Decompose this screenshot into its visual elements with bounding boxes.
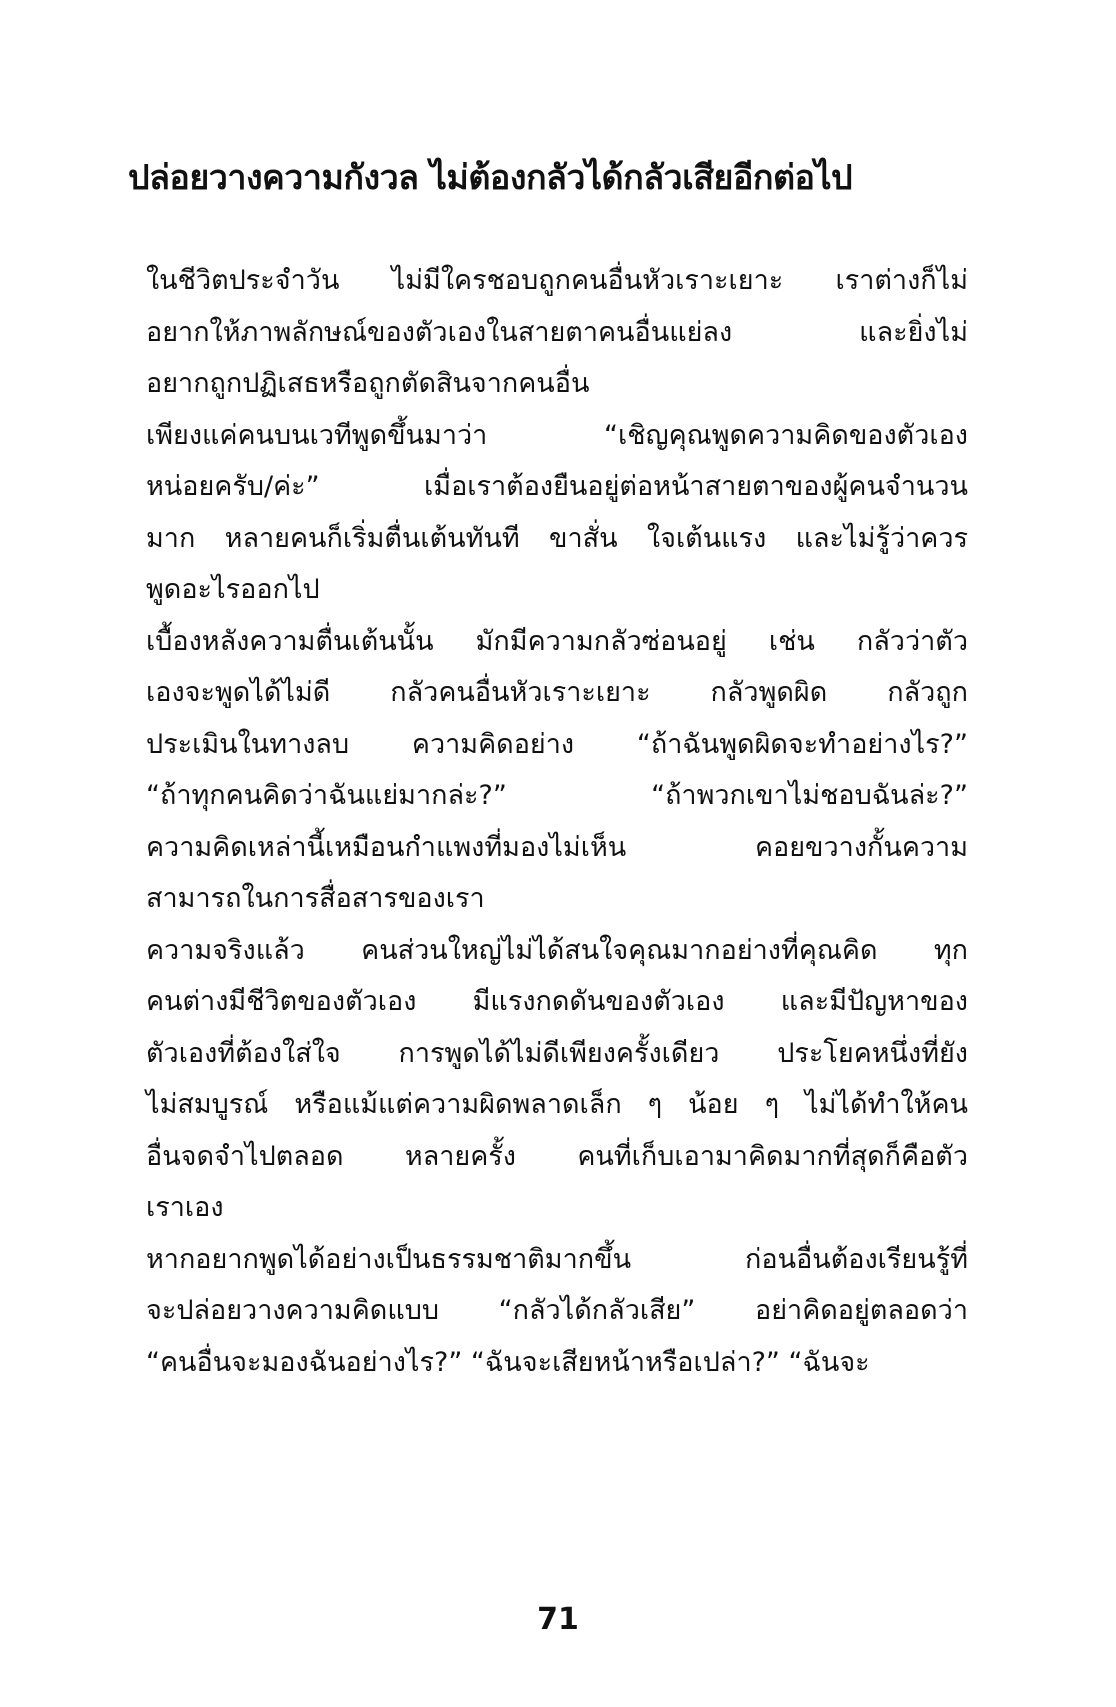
text-line: หน่อยครับ/ค่ะ” เมื่อเราต้องยืนอยู่ต่อหน้าสายตาของผู้คนจำนวน	[146, 471, 968, 502]
text-line: อื่นจดจำไปตลอด หลายครั้ง คนที่เก็บเอามาคิดมากที่สุดก็คือตัว	[146, 1140, 968, 1172]
text-line: ประเมินในทางลบ ความคิดอย่าง “ถ้าฉันพูดผิดจะทำอย่างไร?”	[146, 728, 968, 760]
text-line: อยากถูกปฏิเสธหรือถูกตัดสินจากคนอื่น	[146, 368, 590, 399]
text-line: พูดอะไรออกไป	[146, 574, 320, 605]
text-line: สามารถในการสื่อสารของเรา	[146, 883, 485, 914]
text-line: ในชีวิตประจำวัน ไม่มีใครชอบถูกคนอื่นหัวเราะเยาะ เราต่างก็ไม่	[146, 265, 968, 296]
text-line: ไม่สมบูรณ์ หรือแม้แต่ความผิดพลาดเล็ก ๆ น้อย ๆ ไม่ได้ทำให้คน	[146, 1089, 968, 1120]
text-line: จะปล่อยวางความคิดแบบ “กลัวได้กลัวเสีย” อย่าคิดอยู่ตลอดว่า	[146, 1295, 968, 1326]
text-line: คนต่างมีชีวิตของตัวเอง มีแรงกดดันของตัวเอง และมีปัญหาของ	[146, 986, 968, 1017]
body-text	[146, 255, 968, 1388]
text-line: ความคิดเหล่านี้เหมือนกำแพงที่มองไม่เห็น คอยขวางกั้นความ	[146, 831, 968, 863]
text-line: หากอยากพูดได้อย่างเป็นธรรมชาติมากขึ้น ก่อนอื่นต้องเรียนรู้ที่	[146, 1243, 968, 1275]
text-line: ความจริงแล้ว คนส่วนใหญ่ไม่ได้สนใจคุณมากอย่างที่คุณคิด ทุก	[146, 934, 968, 966]
chapter-title: ปล่อยวางความกังวล ไม่ต้องกลัวได้กลัวเสียอีกต่อไป	[128, 158, 853, 198]
text-line: ตัวเองที่ต้องใส่ใจ การพูดได้ไม่ดีเพียงครั้งเดียว ประโยคหนึ่งที่ยัง	[146, 1037, 968, 1069]
text-line: เราเอง	[146, 1192, 224, 1223]
page-number: 71	[537, 1602, 579, 1637]
text-line: เองจะพูดได้ไม่ดี กลัวคนอื่นหัวเราะเยาะ กลัวพูดผิด กลัวถูก	[146, 677, 968, 708]
text-line: เบื้องหลังความตื่นเต้นนั้น มักมีความกลัวซ่อนอยู่ เช่น กลัวว่าตัว	[146, 625, 968, 657]
text-line: “ถ้าทุกคนคิดว่าฉันแย่มากล่ะ?” “ถ้าพวกเขาไม่ชอบฉันล่ะ?”	[146, 780, 968, 811]
text-line: อยากให้ภาพลักษณ์ของตัวเองในสายตาคนอื่นแย่ลง และยิ่งไม่	[146, 316, 968, 348]
text-line: เพียงแค่คนบนเวทีพูดขึ้นมาว่า “เชิญคุณพูดความคิดของตัวเอง	[146, 419, 968, 451]
text-line: มาก หลายคนก็เริ่มตื่นเต้นทันที ขาสั่น ใจเต้นแรง และไม่รู้ว่าควร	[146, 522, 968, 554]
text-line: “คนอื่นจะมองฉันอย่างไร?” “ฉันจะเสียหน้าหรือเปล่า?” “ฉันจะ	[146, 1346, 870, 1378]
